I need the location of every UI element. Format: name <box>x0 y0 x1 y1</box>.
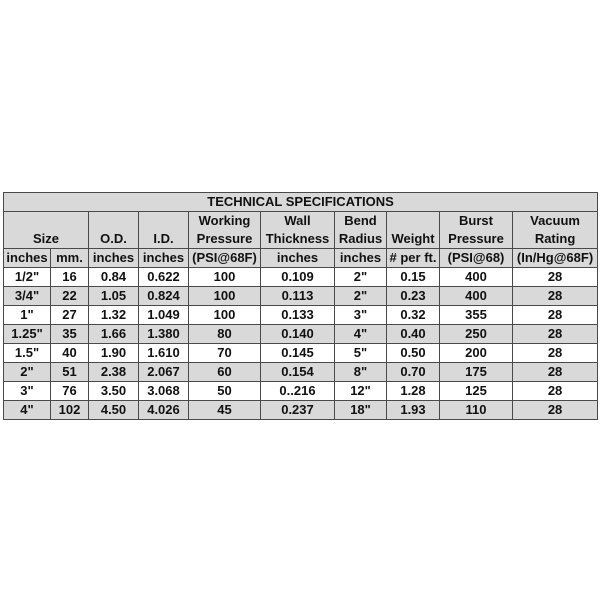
table-cell: 110 <box>440 401 513 420</box>
table-cell: 3.50 <box>89 382 139 401</box>
table-cell: 1.25" <box>4 325 51 344</box>
header-size-label: Size <box>32 231 59 246</box>
table-cell: 4.50 <box>89 401 139 420</box>
table-cell: 18" <box>335 401 387 420</box>
header-weight-label: Weight <box>391 231 435 246</box>
header-vacuum-rating-line1: Vacuum <box>530 213 580 228</box>
table-cell: 1/2" <box>4 268 51 287</box>
header-bend-radius-line2: Radius <box>338 231 383 246</box>
table-cell: 0.23 <box>387 287 440 306</box>
table-cell: 35 <box>51 325 89 344</box>
table-cell: 16 <box>51 268 89 287</box>
table-cell: 28 <box>513 287 598 306</box>
table-cell: 2" <box>335 268 387 287</box>
table-cell: 70 <box>189 344 261 363</box>
table-cell: 12" <box>335 382 387 401</box>
table-row <box>4 287 598 306</box>
header-vacuum-rating <box>513 212 598 249</box>
header-wall-thickness-line1: Wall <box>284 213 311 228</box>
technical-specifications-table <box>3 192 598 420</box>
table-cell: 4" <box>335 325 387 344</box>
table-cell: 0.140 <box>261 325 335 344</box>
header-bend-radius <box>335 212 387 249</box>
table-cell: 0.32 <box>387 306 440 325</box>
table-cell: 3/4" <box>4 287 51 306</box>
unit-cell: inches <box>139 249 189 268</box>
table-cell: 0.15 <box>387 268 440 287</box>
header-burst-pressure-line1: Burst <box>459 213 493 228</box>
table-cell: 1.32 <box>89 306 139 325</box>
header-burst-pressure-line2: Pressure <box>448 231 504 246</box>
table-cell: 1.5" <box>4 344 51 363</box>
header-working-pressure-line2: Pressure <box>196 231 253 246</box>
table-cell: 28 <box>513 268 598 287</box>
table-row <box>4 306 598 325</box>
table-cell: 1.380 <box>139 325 189 344</box>
table-cell: 0.154 <box>261 363 335 382</box>
unit-cell: (PSI@68F) <box>189 249 261 268</box>
table-cell: 125 <box>440 382 513 401</box>
table-cell: 4.026 <box>139 401 189 420</box>
table-cell: 27 <box>51 306 89 325</box>
table-cell: 0.84 <box>89 268 139 287</box>
table-title: TECHNICAL SPECIFICATIONS <box>4 193 598 212</box>
table-cell: 0.133 <box>261 306 335 325</box>
unit-cell: (PSI@68) <box>440 249 513 268</box>
header-wall-thickness-line2: Thickness <box>265 231 330 246</box>
table-row <box>4 325 598 344</box>
table-cell: 100 <box>189 306 261 325</box>
table-cell: 0.113 <box>261 287 335 306</box>
table-cell: 400 <box>440 287 513 306</box>
table-cell: 80 <box>189 325 261 344</box>
table-cell: 0.622 <box>139 268 189 287</box>
header-id <box>139 212 189 249</box>
unit-cell: inches <box>261 249 335 268</box>
header-burst-pressure <box>440 212 513 249</box>
table-row <box>4 363 598 382</box>
table-cell: 28 <box>513 382 598 401</box>
table-cell: 1.93 <box>387 401 440 420</box>
header-wall-thickness <box>261 212 335 249</box>
unit-cell: # per ft. <box>387 249 440 268</box>
header-size <box>4 212 89 249</box>
table-cell: 40 <box>51 344 89 363</box>
table-body <box>4 268 598 420</box>
table-cell: 2.067 <box>139 363 189 382</box>
table-cell: 5" <box>335 344 387 363</box>
technical-specifications-table-wrapper <box>3 192 597 420</box>
table-cell: 3.068 <box>139 382 189 401</box>
table-cell: 1.049 <box>139 306 189 325</box>
table-cell: 28 <box>513 401 598 420</box>
table-cell: 28 <box>513 325 598 344</box>
table-row <box>4 344 598 363</box>
table-row <box>4 382 598 401</box>
table-cell: 3" <box>4 382 51 401</box>
table-cell: 2" <box>335 287 387 306</box>
table-cell: 1" <box>4 306 51 325</box>
header-bend-radius-line1: Bend <box>344 213 377 228</box>
table-cell: 1.05 <box>89 287 139 306</box>
table-cell: 51 <box>51 363 89 382</box>
header-weight <box>387 212 440 249</box>
table-cell: 1.66 <box>89 325 139 344</box>
unit-cell: inches <box>4 249 51 268</box>
table-cell: 0..216 <box>261 382 335 401</box>
header-working-pressure <box>189 212 261 249</box>
header-id-label: I.D. <box>153 231 174 246</box>
table-row <box>4 401 598 420</box>
header-working-pressure-line1: Working <box>198 213 251 228</box>
table-cell: 0.70 <box>387 363 440 382</box>
table-cell: 8" <box>335 363 387 382</box>
table-cell: 28 <box>513 363 598 382</box>
table-cell: 50 <box>189 382 261 401</box>
header-od-label: O.D. <box>100 231 127 246</box>
table-cell: 28 <box>513 306 598 325</box>
table-cell: 76 <box>51 382 89 401</box>
table-cell: 250 <box>440 325 513 344</box>
table-cell: 22 <box>51 287 89 306</box>
header-vacuum-rating-line2: Rating <box>534 231 576 246</box>
unit-cell: (In/Hg@68F) <box>513 249 598 268</box>
table-cell: 0.50 <box>387 344 440 363</box>
table-cell: 175 <box>440 363 513 382</box>
table-cell: 1.28 <box>387 382 440 401</box>
table-cell: 100 <box>189 287 261 306</box>
table-cell: 355 <box>440 306 513 325</box>
table-cell: 200 <box>440 344 513 363</box>
table-cell: 0.824 <box>139 287 189 306</box>
table-cell: 1.90 <box>89 344 139 363</box>
unit-cell: inches <box>89 249 139 268</box>
table-cell: 0.109 <box>261 268 335 287</box>
table-cell: 2" <box>4 363 51 382</box>
table-cell: 2.38 <box>89 363 139 382</box>
header-od <box>89 212 139 249</box>
table-cell: 102 <box>51 401 89 420</box>
table-cell: 60 <box>189 363 261 382</box>
units-row <box>4 249 598 268</box>
table-cell: 28 <box>513 344 598 363</box>
table-cell: 1.610 <box>139 344 189 363</box>
table-cell: 400 <box>440 268 513 287</box>
table-cell: 45 <box>189 401 261 420</box>
table-cell: 0.40 <box>387 325 440 344</box>
table-cell: 0.237 <box>261 401 335 420</box>
unit-cell: mm. <box>51 249 89 268</box>
table-cell: 4" <box>4 401 51 420</box>
unit-cell: inches <box>335 249 387 268</box>
table-cell: 0.145 <box>261 344 335 363</box>
table-cell: 3" <box>335 306 387 325</box>
table-row <box>4 268 598 287</box>
table-cell: 100 <box>189 268 261 287</box>
